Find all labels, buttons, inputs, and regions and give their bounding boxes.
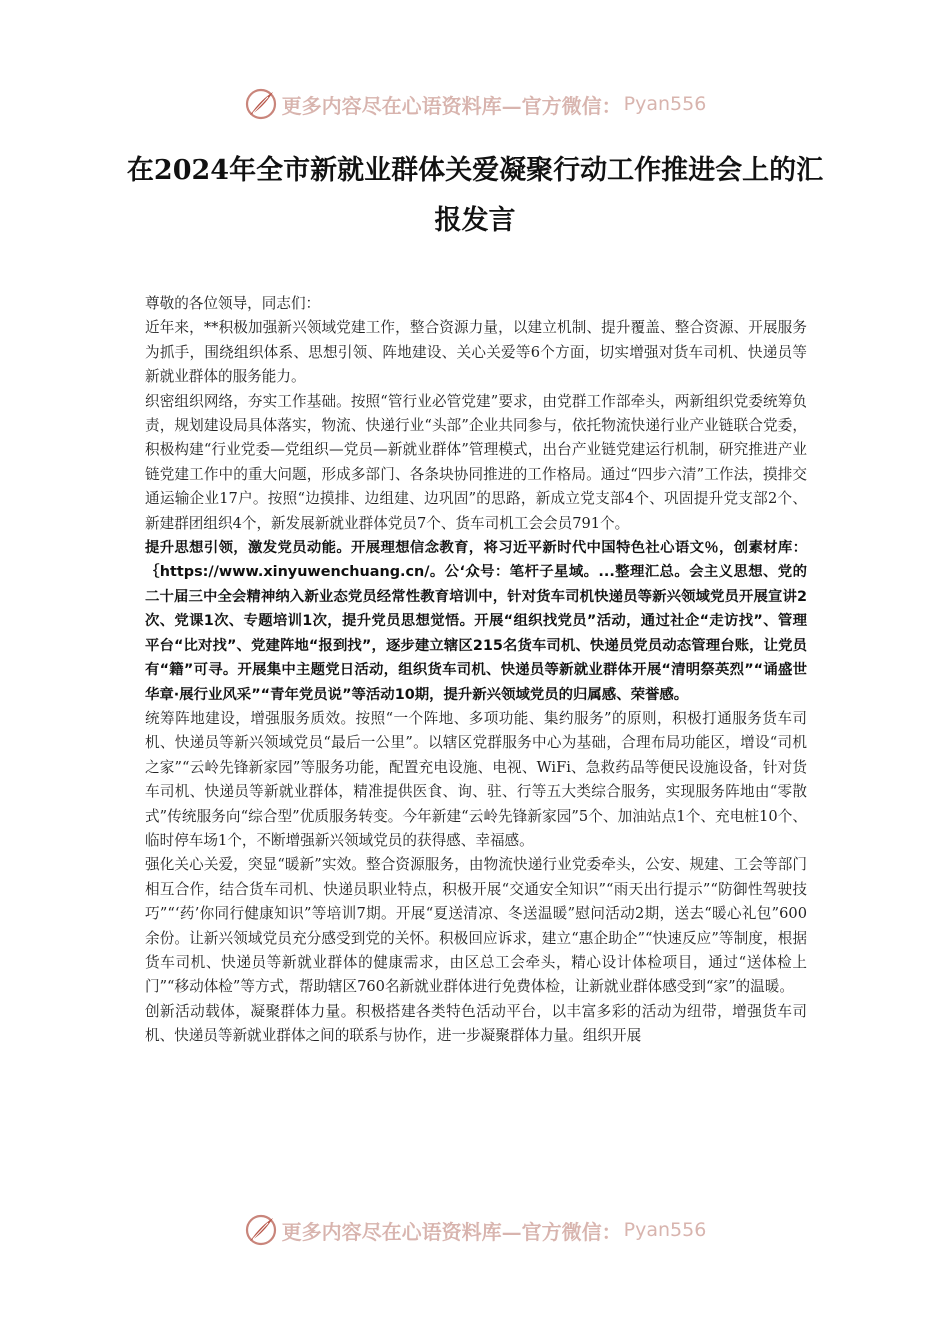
paragraph-care: 强化关心关爱，突显“暖新”实效。整合资源服务，由物流快递行业党委牵头，公安、规建、工会等部门相互合作，结合货车司机、快递员职业特点，积极开展“交通安全知识”“雨天出行提示”“防御性驾驶技巧”“‘药’你同行健康知识”等培训7期。开展“夏送清凉、冬送温暖”慰问活动2期，送去“暖心礼包”600余份。让新兴领域党员充分感受到党的关怀。积极回应诉求，建立“惠企助企”“快速反应”等制度，根据货车司机、快递员等新就业群体的健康需求，由区总工会牵头，精心设计体检项目，通过“送体检上门”“移动体检”等方式，帮助辖区760名新就业群体进行免费体检，让新就业群体感受到“家”的温暖。 bbox=[145, 856, 807, 996]
paragraph-activities: 创新活动载体，凝聚群体力量。积极搭建各类特色活动平台，以丰富多彩的活动为纽带，增强货车司机、快递员等新就业群体之间的联系与协作，进一步凝聚群体力量。组织开展 bbox=[145, 1002, 807, 1045]
paragraph-intro: 近年来，**积极加强新兴领域党建工作，整合资源力量，以建立机制、提升覆盖、整合资源、开展服务为抓手，围绕组织体系、思想引领、阵地建设、关心关爱等6个方面，切实增强对货车司机、快递员等新就业群体的服务能力。 bbox=[145, 319, 807, 386]
banner-text: 更多内容尽在心语资料库—官方微信： bbox=[281, 1219, 622, 1244]
paragraph-organization: 织密组织网络，夯实工作基础。按照“管行业必管党建”要求，由党群工作部牵头，两新组织党委统筹负责，规划建设局具体落实，物流、快递行业“头部”企业共同参与，依托物流快递行业产业链联合党委，积极构建“行业党委—党组织—党员—新就业群体”管理模式，出台产业链党建运行机制，研究推进产业链党建工作中的重大问题，形成多部门、各条块协同推进的工作格局。通过“四步六清”工作法，摸排交通运输企业17户。按照“边摸排、边组建、边巩固”的思路，新成立党支部4个、巩固提升党支部2个、新建群团组织4个，新发展新就业群体党员7个、货车司机工会会员791个。 bbox=[145, 392, 807, 532]
header-watermark-banner bbox=[0, 84, 950, 124]
banner-text: 更多内容尽在心语资料库—官方微信： bbox=[281, 93, 622, 118]
salutation: 尊敬的各位领导，同志们： bbox=[145, 295, 321, 312]
quill-logo-icon bbox=[244, 1213, 278, 1247]
document-title: 在2024年全市新就业群体关爱凝聚行动工作推进会上的汇报发言 bbox=[126, 155, 824, 236]
document-body bbox=[145, 292, 807, 1049]
paragraph-ideology: 提升思想引领，激发党员动能。开展理想信念教育，将习近平新时代中国特色社心语文％，创素材库：｛https://www.xinyuwenchuang.cn/。公‘众号：笔杆子星域。...整理汇总。会主义思想、党的二十届三中全会精神纳入新业态党员经常性教育培训中，针对货车司机快递员等新兴领域党员开展宣讲2次、党课1次、专题培训1次，提升党员思想觉悟。开展“组织找党员”活动，通过社企“走访找”、管理平台“比对找”、党建阵地“报到找”，逐步建立辖区215名货车司机、快递员党员动态管理台账，让党员有“籍”可寻。开展集中主题党日活动，组织货车司机、快递员等新就业群体开展“清明祭英烈”“诵盛世华章·展行业风采”“青年党员说”等活动10期，提升新兴领域党员的归属感、荣誉感。 bbox=[145, 540, 807, 703]
banner-wechat-id: Pyan556 bbox=[623, 93, 707, 115]
paragraph-facilities: 统筹阵地建设，增强服务质效。按照“一个阵地、多项功能、集约服务”的原则，积极打通服务货车司机、快递员等新兴领域党员“最后一公里”。以辖区党群服务中心为基础，合理布局功能区，增设“司机之家”“云岭先锋新家园”等服务功能，配置充电设施、电视、WiFi、急救药品等便民设施设备，针对货车司机、快递员等新就业群体，精准提供医食、询、驻、行等五大类综合服务，实现服务阵地由“零散式”传统服务向“综合型”优质服务转变。今年新建“云岭先锋新家园”5个、加油站点1个、充电桩10个、临时停车场1个，不断增强新兴领域党员的获得感、幸福感。 bbox=[145, 709, 807, 849]
quill-logo-icon bbox=[244, 87, 278, 121]
footer-watermark-banner bbox=[0, 1210, 950, 1250]
banner-wechat-id: Pyan556 bbox=[623, 1219, 707, 1241]
